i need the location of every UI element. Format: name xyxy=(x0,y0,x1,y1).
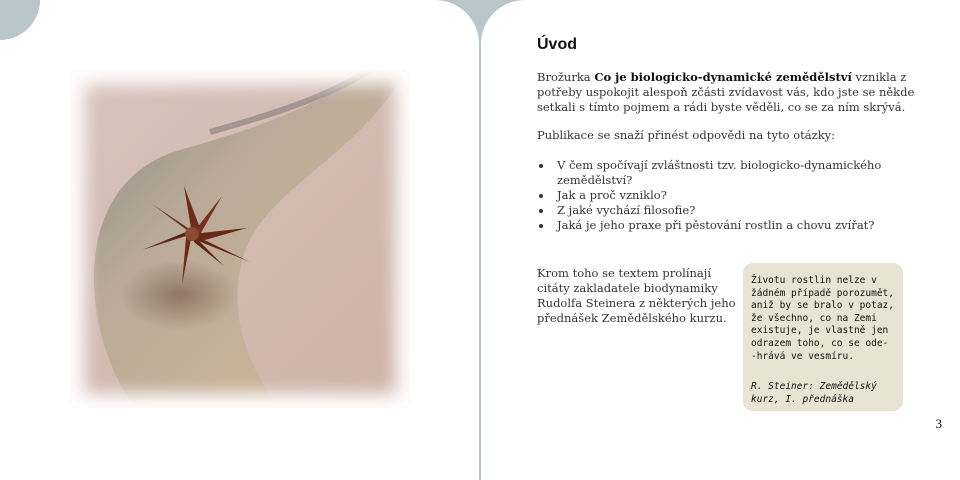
list-item: Jak a proč vzniklo? xyxy=(537,188,917,203)
list-item: Z jaké vychází filosofie? xyxy=(537,203,917,218)
extra-paragraph: Krom toho se textem prolínají citáty zakladatele biodynamiky Rudolfa Steinera z některých jeho přednášek Zemědělského kurzu. xyxy=(537,266,736,325)
left-page xyxy=(0,0,479,480)
questions-lead: Publikace se snaží přinést odpovědi na tyto otázky: xyxy=(537,128,836,142)
intro-prefix: Brožurka xyxy=(537,70,595,84)
steiner-quote-box xyxy=(743,263,903,411)
questions-list xyxy=(537,158,917,233)
quote-text: Životu rostlin nelze v žádném případě porozumět, aniž by se bralo v potaz, že všechno, co na Zemi existuje, je vlastně jen odrazem toho, co se ode- -hrává ve vesmíru. xyxy=(751,275,894,362)
intro-suffix: vznikla z potřeby uspokojit alespoň zčásti zvídavost vás, kdo jste se někde setkali s tímto pojmem a rádi byste věděli, co se za ním skrývá. xyxy=(537,70,915,114)
list-item: Jaká je jeho praxe při pěstování rostlin a chovu zvířat? xyxy=(537,218,917,233)
right-page xyxy=(481,0,960,480)
page-title: Úvod xyxy=(537,36,577,53)
intro-paragraph xyxy=(537,70,947,115)
list-item: V čem spočívají zvláštnosti tzv. biologicko-dynamického zemědělství? xyxy=(537,158,917,188)
star-anise-photo xyxy=(70,70,410,408)
quote-source: R. Steiner: Zemědělský kurz, I. přednáška xyxy=(751,381,877,405)
intro-title: Co je biologicko-dynamické zemědělství xyxy=(594,70,852,84)
page-number: 3 xyxy=(935,416,942,431)
